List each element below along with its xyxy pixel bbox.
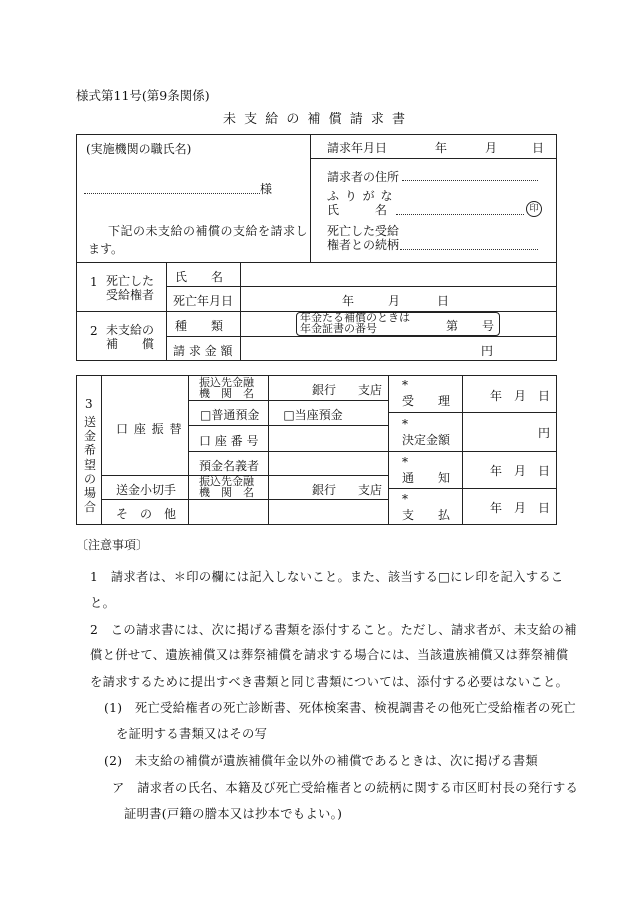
type-label: 種 類: [175, 319, 224, 333]
sama-label: 様: [260, 182, 273, 196]
bank-name-label-line2: 機 関 名: [199, 387, 254, 400]
death-date-label: 死亡年月日: [173, 294, 234, 308]
furigana-label: ふ り が な: [327, 189, 394, 203]
request-day-label: 日: [532, 141, 545, 155]
pension-note-line1: 年金たる補償のときは: [300, 311, 410, 324]
institution-name-field[interactable]: [84, 193, 260, 194]
note-line: ア 請求者の氏名、本籍及び死亡受給権者との続柄に関する市区町村長の発行する: [112, 781, 579, 795]
request-text-line2: ます。: [88, 242, 124, 256]
money-order-bank-label: 銀行: [312, 483, 337, 497]
institution-label: (実施機関の職氏名): [86, 142, 192, 156]
note-line: を証明する書類又はその写: [116, 727, 268, 741]
section2-number: 2: [90, 324, 98, 338]
money-order-label: 送金小切手: [116, 483, 177, 497]
relation-label-line1: 死亡した受給: [327, 224, 400, 238]
money-order-bank-label-line1: 振込先金融: [199, 475, 254, 488]
address-label: 請求者の住所: [327, 170, 400, 184]
payment-asterisk: *: [402, 492, 408, 506]
death-year-label: 年: [342, 294, 355, 308]
notice-month: 月: [514, 464, 527, 478]
account-number-label: 口 座 番 号: [199, 434, 259, 448]
note-line: 証明書(戸籍の謄本又は抄本でもよい。): [124, 807, 343, 821]
death-month-label: 月: [388, 294, 401, 308]
notice-asterisk: *: [402, 455, 408, 469]
relation-field[interactable]: [400, 249, 538, 250]
claimant-name-field[interactable]: [396, 214, 524, 215]
claimant-name-label: 氏 名: [327, 203, 388, 217]
decided-yen: 円: [538, 426, 551, 440]
received-month: 月: [514, 389, 527, 403]
amount-yen-label: 円: [481, 344, 494, 358]
request-year-label: 年: [435, 141, 448, 155]
money-order-branch-label: 支店: [358, 483, 383, 497]
note-line: (2) 未支給の補償が遺族補償年金以外の補償であるときは、次に掲げる書類: [104, 754, 539, 768]
notes-heading: 〔注意事項〕: [76, 538, 149, 552]
notice-day: 日: [538, 464, 551, 478]
payment-label: 支 払: [402, 508, 451, 522]
pension-go-label: 号: [482, 319, 495, 333]
deposit-type-options[interactable]: □普通預金 □当座預金: [200, 408, 343, 422]
received-label: 受 理: [402, 394, 451, 408]
received-asterisk: *: [402, 378, 408, 392]
amount-label: 請 求 金 額: [173, 344, 233, 358]
note-line: 2 この請求書には、次に掲げる書類を添付すること。ただし、請求者が、未支給の補: [90, 623, 577, 637]
request-text-line1: 下記の未支給の補償の支給を請求し: [108, 224, 309, 238]
note-line: 償と併せて、遺族補償又は葬祭補償を請求する場合には、当該遺族補償又は葬祭補償: [90, 648, 569, 662]
seal-stamp: 印: [526, 201, 542, 217]
request-date-label: 請求年月日: [327, 141, 388, 155]
section1-label-line1: 死亡した: [106, 274, 155, 288]
relation-label-line2: 権者との続柄: [327, 238, 400, 252]
section2-label-line1: 未支給の: [106, 323, 155, 337]
payment-month: 月: [514, 501, 527, 515]
address-field[interactable]: [402, 180, 538, 181]
note-line: 1 請求者は、＊印の欄には記入しないこと。また、該当する□にレ印を記入するこ: [90, 570, 564, 584]
bank-label: 銀行: [312, 383, 337, 397]
form-title: 未 支 給 の 補 償 請 求 書: [222, 112, 408, 127]
decided-asterisk: *: [402, 417, 408, 431]
note-line: (1) 死亡受給権者の死亡診断書、死体検案書、検視調書その他死亡受給権者の死亡: [104, 701, 576, 715]
section3-vertical-label: 送金希望の場合: [83, 415, 96, 515]
notice-year: 年: [490, 464, 503, 478]
note-line: と。: [90, 596, 116, 610]
note-line: を請求するために提出すべき書類と同じ書類については、添付する必要はないこと。: [90, 675, 569, 689]
bank-transfer-label: 口 座 振 替: [116, 422, 183, 436]
received-year: 年: [490, 389, 503, 403]
form-number: 様式第11号(第9条関係): [76, 88, 210, 103]
other-label: そ の 他: [116, 507, 177, 521]
section2-label-line2: 補 償: [106, 337, 155, 351]
death-day-label: 日: [437, 294, 450, 308]
section1-label-line2: 受給権者: [106, 288, 155, 302]
section3-number: 3: [85, 397, 93, 411]
section1-number: 1: [90, 275, 98, 289]
request-month-label: 月: [485, 141, 498, 155]
bank-name-label-line1: 振込先金融: [199, 376, 254, 389]
money-order-bank-label-line2: 機 関 名: [199, 486, 254, 499]
received-day: 日: [538, 389, 551, 403]
pension-dai-label: 第: [446, 319, 459, 333]
decided-amount-label: 決定金額: [402, 433, 451, 447]
pension-note-line2: 年金証書の番号: [300, 322, 377, 335]
deceased-name-label: 氏 名: [175, 270, 224, 284]
account-holder-label: 預金名義者: [199, 459, 260, 473]
notice-label: 通 知: [402, 471, 451, 485]
payment-year: 年: [490, 501, 503, 515]
branch-label: 支店: [358, 383, 383, 397]
payment-day: 日: [538, 501, 551, 515]
